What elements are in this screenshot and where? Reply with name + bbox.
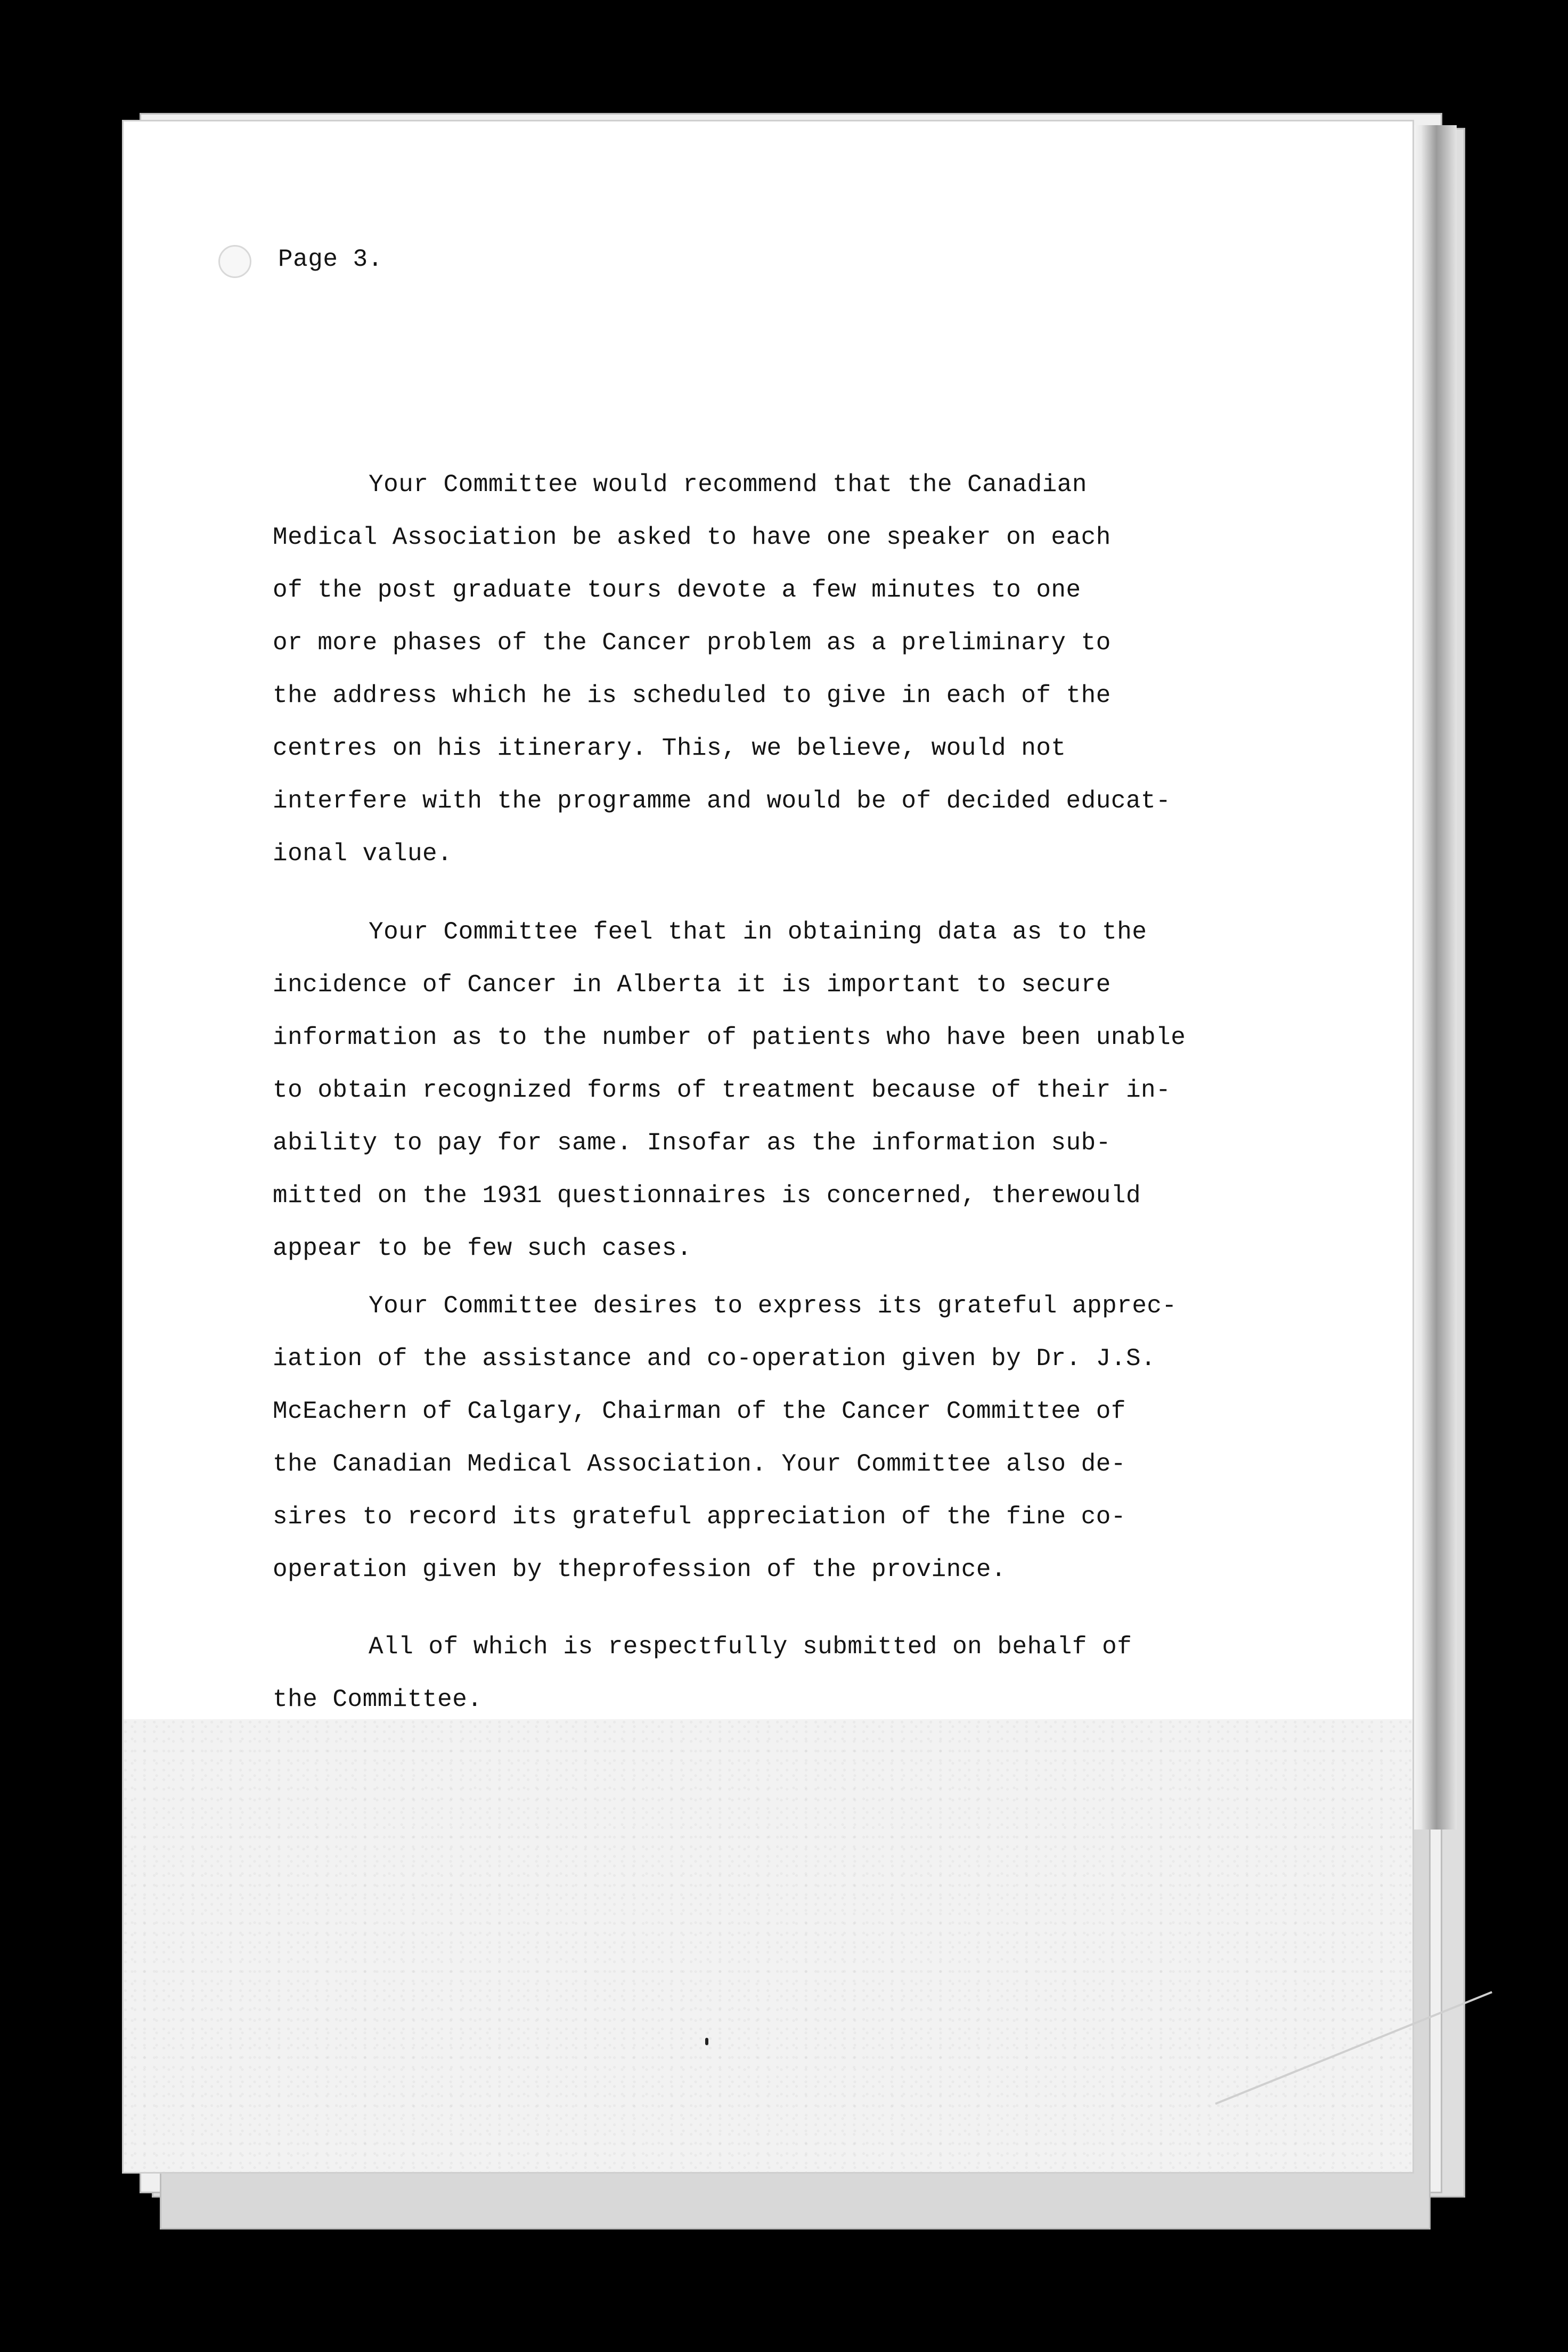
text-line: of the post graduate tours devote a few minutes to one	[273, 576, 1081, 604]
text-line: to obtain recognized forms of treatment because of their in-	[273, 1076, 1171, 1104]
text-line: iation of the assistance and co-operation given by Dr. J.S.	[273, 1345, 1156, 1373]
text-line: operation given by theprofession of the province.	[273, 1556, 1007, 1583]
text-line: Your Committee would recommend that the Canadian	[369, 471, 1088, 499]
paragraph-data-collection	[273, 906, 1359, 1275]
page-number: Page 3.	[278, 246, 383, 273]
text-line: incidence of Cancer in Alberta it is important to secure	[273, 971, 1111, 999]
text-line: centres on his itinerary. This, we believe, would not	[273, 734, 1066, 762]
text-line: information as to the number of patients who have been unable	[273, 1024, 1186, 1051]
paper-texture	[124, 1719, 1412, 2172]
text-line: ional value.	[273, 840, 453, 868]
text-line: Medical Association be asked to have one speaker on each	[273, 524, 1111, 551]
document-page	[124, 121, 1412, 2172]
text-line: mitted on the 1931 questionnaires is concerned, therewould	[273, 1182, 1141, 1210]
text-line: interfere with the programme and would be of decided educat-	[273, 787, 1171, 815]
paragraph-closing	[273, 1621, 1359, 1726]
text-line: sires to record its grateful appreciation of the fine co-	[273, 1503, 1126, 1531]
text-line: the Canadian Medical Association. Your Committee also de-	[273, 1450, 1126, 1478]
text-line: or more phases of the Cancer problem as a preliminary to	[273, 629, 1111, 657]
sheet-edge	[1406, 125, 1457, 1830]
text-line: Your Committee desires to express its grateful apprec-	[369, 1292, 1177, 1320]
text-line: the Committee.	[273, 1686, 483, 1713]
text-line: the address which he is scheduled to give in each of the	[273, 682, 1111, 709]
text-line: Your Committee feel that in obtaining data as to the	[369, 918, 1147, 946]
text-line: All of which is respectfully submitted on behalf of	[369, 1633, 1132, 1661]
paragraph-appreciation	[273, 1280, 1359, 1596]
paragraph-recommendation	[273, 459, 1359, 880]
punch-hole	[218, 245, 251, 278]
ink-speck	[705, 2038, 708, 2045]
text-line: McEachern of Calgary, Chairman of the Cancer Committee of	[273, 1398, 1126, 1425]
text-line: appear to be few such cases.	[273, 1235, 692, 1262]
text-line: ability to pay for same. Insofar as the information sub-	[273, 1129, 1111, 1157]
